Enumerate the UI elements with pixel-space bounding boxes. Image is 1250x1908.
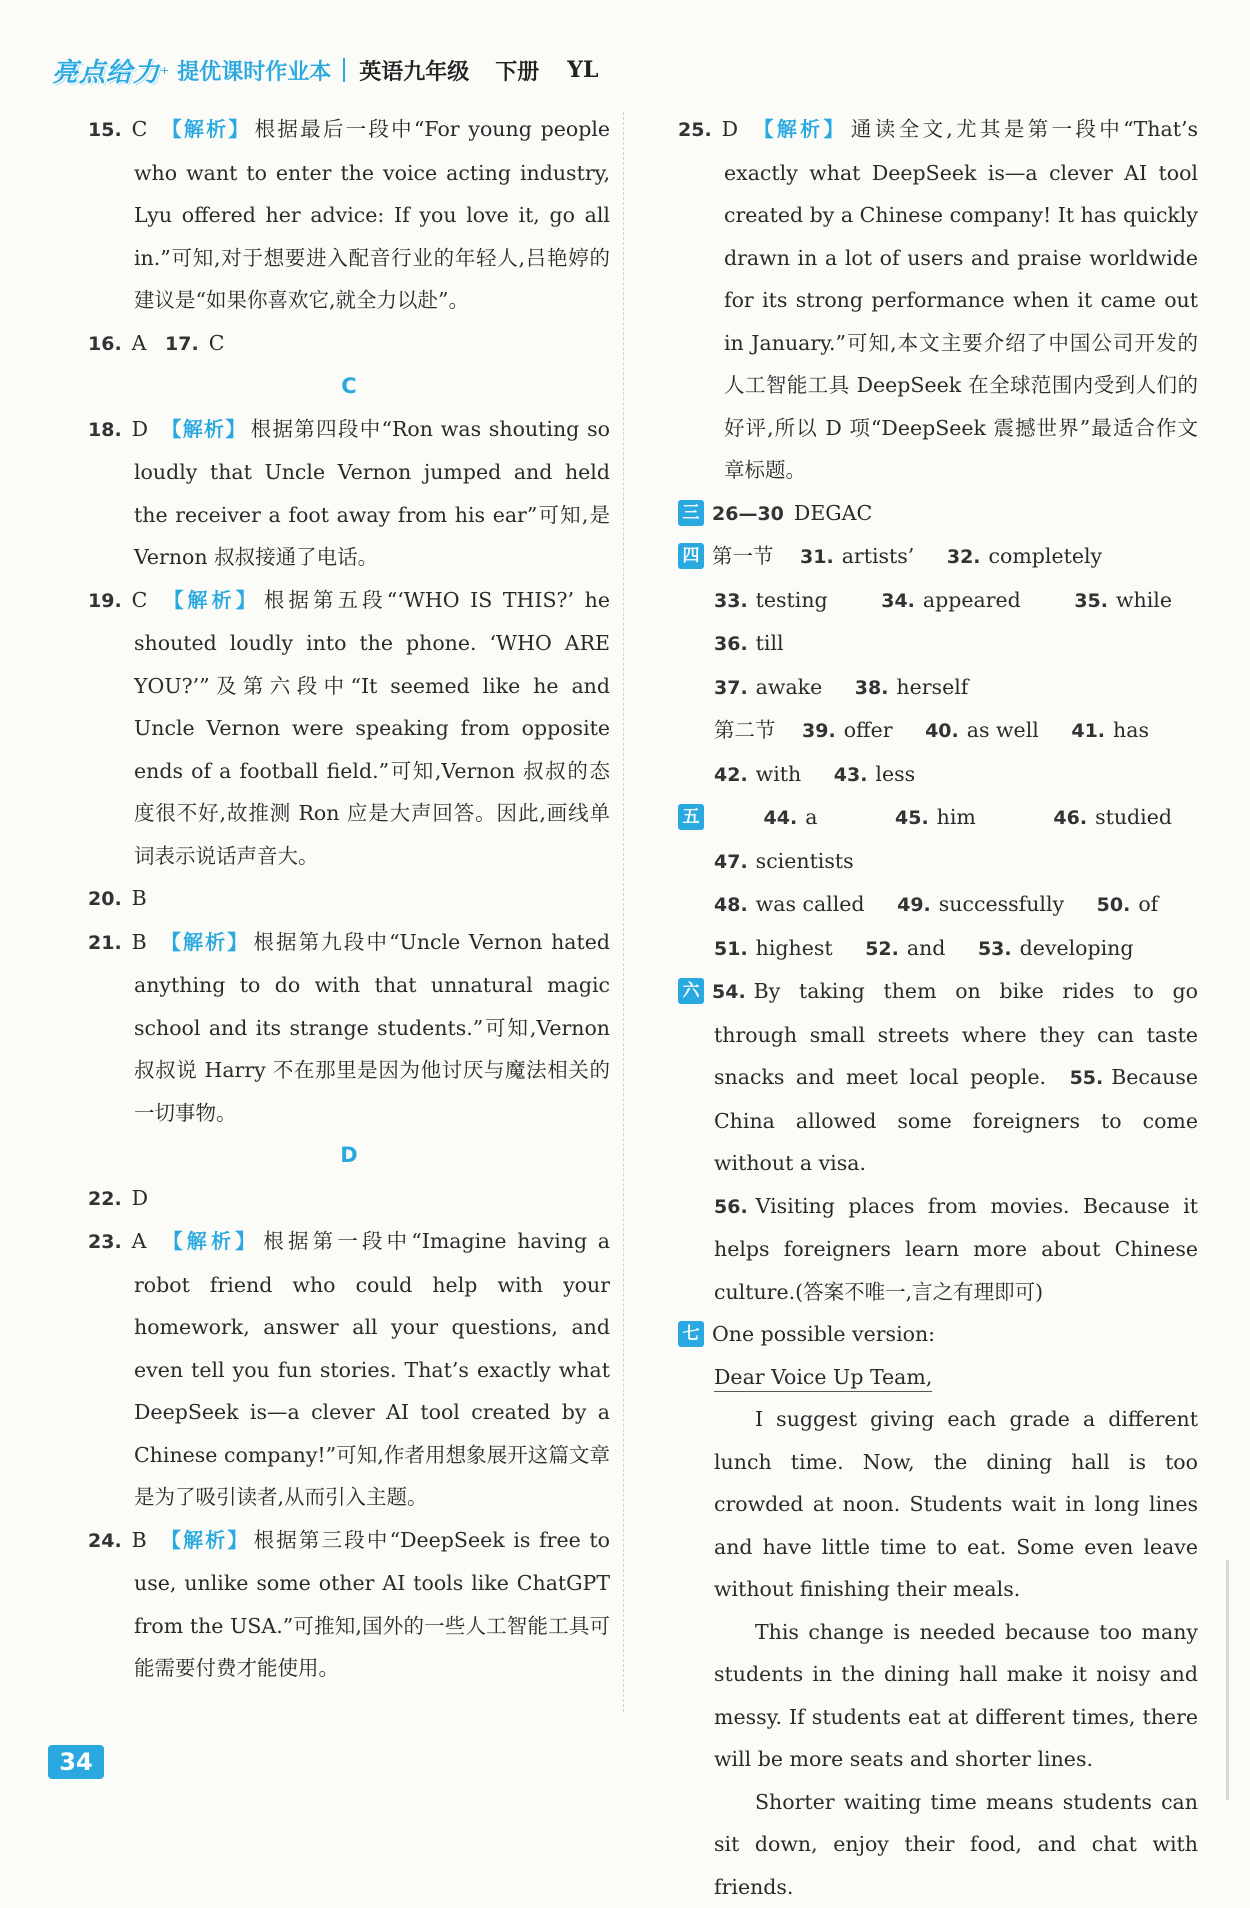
question-number: 17. (165, 333, 199, 355)
answer-53 (978, 936, 1134, 960)
question-number: 22. (88, 1188, 122, 1210)
column-divider (623, 112, 624, 1712)
answer-39 (802, 718, 893, 742)
question-number: 53. (978, 938, 1012, 960)
question-number: 31. (800, 546, 834, 568)
answer-15 (88, 108, 610, 322)
answer-40 (925, 718, 1039, 742)
part-label: 第一节 (712, 544, 774, 568)
answer-letter: C (132, 588, 148, 612)
answer-37 (714, 675, 822, 699)
question-number: 42. (714, 764, 748, 786)
answer-word: scientists (756, 849, 854, 873)
section-7 (678, 1313, 1198, 1908)
question-number: 34. (881, 590, 915, 612)
answer-word: has (1113, 718, 1149, 742)
answer-word: with (756, 762, 802, 786)
letter-paragraph: Shorter waiting time means students can sit down, enjoy their food, and chat with friends. (714, 1781, 1198, 1908)
question-number: 36. (714, 633, 748, 655)
analysis-tag: 【解析】 (750, 117, 847, 141)
answer-22 (88, 1177, 610, 1221)
answer-49 (897, 892, 1064, 916)
answer-51 (714, 936, 833, 960)
analysis-text: 根据第三段中“DeepSeek is free to use, unlike some other AI tools like ChatGPT from the USA.”可推知,国外的一些人工智能工具可能需要付费才能使用。 (134, 1528, 610, 1681)
section-heading-c: C (88, 365, 610, 408)
brand-logo: 亮点给力 (52, 52, 160, 89)
answer-word: highest (756, 936, 833, 960)
question-number: 19. (88, 590, 122, 612)
question-number: 45. (895, 807, 929, 829)
answer-letter: B (132, 1528, 147, 1552)
answer-47 (714, 849, 854, 873)
question-number: 20. (88, 888, 122, 910)
section-6 (678, 970, 1198, 1185)
analysis-text: 通读全文,尤其是第一段中“That’s exactly what DeepSeek is—a clever AI tool created by a Chinese company! It has quickly drawn in a lot of users and praise worldwide for its strong performance when it came out in January.”可知,本文主要介绍了中国公司开发的人工智能工具 DeepSeek 在全球范围内受到人们的好评,所以 D 项“DeepSeek 震撼世界”最适合作文章标题。 (724, 117, 1198, 482)
answer-word: while (1116, 588, 1172, 612)
answer-word: less (875, 762, 915, 786)
volume-label: 下册 (495, 55, 539, 86)
answer-24 (88, 1519, 610, 1690)
letter-salutation: Dear Voice Up Team, (714, 1365, 932, 1392)
answer-word: appeared (923, 588, 1021, 612)
answer-letters: DEGAC (794, 501, 872, 525)
brand-logo-mark: + (160, 64, 169, 77)
question-number: 39. (802, 720, 836, 742)
analysis-text: 根据第五段“‘WHO IS THIS?’ he shouted loudly into the phone. ‘WHO ARE YOU?’”及第六段中“It seemed like he and Uncle Vernon were speaking from opposite ends of a football field.”可知,Vernon 叔叔的态度很不好,故推测 Ron 应是大声回答。因此,画线单词表示说话声音大。 (134, 588, 610, 868)
answer-56 (678, 1185, 1198, 1314)
question-range: 26—30 (712, 503, 784, 525)
section-4 (678, 535, 1198, 796)
analysis-tag: 【解析】 (159, 930, 250, 954)
answer-letter: D (132, 1186, 148, 1210)
answer-50 (1097, 892, 1159, 916)
answer-34 (881, 588, 1021, 612)
series-title: 提优课时作业本 (177, 55, 331, 86)
section-heading-d: D (88, 1134, 610, 1177)
analysis-tag: 【解析】 (158, 1229, 259, 1253)
answer-32 (947, 544, 1102, 568)
answer-letter: C (132, 117, 148, 141)
analysis-text: 根据第九段中“Uncle Vernon hated anything to do with that unnatural magic school and its strange students.”可知,Vernon 叔叔说 Harry 不在那里是因为他讨厌与魔法相关的一切事物。 (134, 930, 610, 1125)
answer-43 (834, 762, 915, 786)
question-number: 25. (678, 119, 712, 141)
analysis-text: 根据最后一段中“For young people who want to enter the voice acting industry, Lyu offered her advice: If you love it, go all in.”可知,对于想要进入配音行业的年轻人,吕艳婷的建议是“如果你喜欢它,就全力以赴”。 (134, 117, 610, 312)
section-badge: 七 (678, 1321, 704, 1347)
section-badge: 五 (678, 804, 704, 830)
answer-letter: B (132, 930, 147, 954)
answer-23 (88, 1220, 610, 1519)
answer-45 (895, 805, 976, 829)
left-column (88, 108, 610, 1690)
letter-paragraph: This change is needed because too many students in the dining hall make it noisy and messy. If students eat at different times, there will be more seats and shorter lines. (714, 1611, 1198, 1781)
page-header (52, 50, 598, 90)
section-3 (678, 492, 1198, 536)
question-number: 51. (714, 938, 748, 960)
answer-38 (855, 675, 969, 699)
question-number: 38. (855, 677, 889, 699)
page-number: 34 (48, 1745, 104, 1779)
analysis-tag: 【解析】 (159, 117, 250, 141)
question-number: 54. (712, 981, 746, 1003)
answer-18 (88, 408, 610, 579)
letter-paragraph: I suggest giving each grade a different lunch time. Now, the dining hall is too crowded at noon. Students wait in long lines and have little time to eat. Some even leave without finishing their meals. (714, 1398, 1198, 1611)
question-number: 46. (1053, 807, 1087, 829)
answer-52 (865, 936, 945, 960)
answer-word: awake (756, 675, 823, 699)
answer-25 (678, 108, 1198, 492)
answer-word: him (937, 805, 976, 829)
part-label: 第二节 (714, 718, 776, 742)
question-number: 41. (1071, 720, 1105, 742)
question-number: 23. (88, 1231, 122, 1253)
answer-sentence: Because China allowed some foreigners to come without a visa. (714, 1065, 1198, 1175)
answer-36 (714, 631, 784, 655)
answer-word: herself (896, 675, 968, 699)
question-number: 37. (714, 677, 748, 699)
answer-48 (714, 892, 865, 916)
question-number: 18. (88, 419, 122, 441)
answer-letter: D (722, 117, 738, 141)
question-number: 48. (714, 894, 748, 916)
question-number: 52. (865, 938, 899, 960)
section-5 (678, 796, 1198, 970)
analysis-text: 根据第四段中“Ron was shouting so loudly that Uncle Vernon jumped and held the receiver a foot away from his ear”可知,是Vernon 叔叔接通了电话。 (134, 417, 610, 570)
edition-label: YL (567, 57, 598, 83)
answer-word: of (1138, 892, 1158, 916)
question-number: 43. (834, 764, 868, 786)
answer-41 (1071, 718, 1149, 742)
answer-sentence: Visiting places from movies. Because it helps foreigners learn more about Chinese culture.(答案不唯一,言之有理即可) (714, 1194, 1198, 1304)
answer-letter: A (132, 331, 147, 355)
analysis-text: 根据第一段中“Imagine having a robot friend who could help with your homework, answer all your questions, and even tell you fun stories. That’s exactly what DeepSeek is—a clever AI tool created by a Chinese company!”可知,作者用想象展开这篇文章是为了吸引读者,从而引入主题。 (134, 1229, 610, 1509)
section-badge: 三 (678, 500, 704, 526)
answer-35 (1074, 588, 1172, 612)
answer-word: studied (1095, 805, 1172, 829)
page-edge (1226, 1560, 1229, 1800)
answer-word: completely (989, 544, 1103, 568)
question-number: 49. (897, 894, 931, 916)
answer-letter: B (132, 886, 147, 910)
answer-letter: D (132, 417, 148, 441)
analysis-tag: 【解析】 (160, 417, 247, 441)
analysis-tag: 【解析】 (159, 1528, 250, 1552)
section-badge: 四 (678, 543, 704, 569)
question-number: 16. (88, 333, 122, 355)
answer-word: as well (967, 718, 1039, 742)
answer-word: till (756, 631, 784, 655)
answer-31 (800, 544, 914, 568)
answer-20 (88, 877, 610, 921)
answer-33 (714, 588, 828, 612)
question-number: 35. (1074, 590, 1108, 612)
answer-46 (1053, 805, 1172, 829)
header-divider (343, 58, 345, 82)
question-number: 55. (1070, 1067, 1104, 1089)
answer-sentence: By taking them on bike rides to go through small streets where they can taste snacks and meet local people. (714, 979, 1198, 1089)
answer-21 (88, 921, 610, 1135)
answer-letter: C (209, 331, 225, 355)
answer-word: successfully (939, 892, 1064, 916)
question-number: 56. (714, 1196, 748, 1218)
section-badge: 六 (678, 978, 704, 1004)
question-number: 32. (947, 546, 981, 568)
answer-letter: A (132, 1229, 147, 1253)
answer-word: developing (1020, 936, 1134, 960)
analysis-tag: 【解析】 (159, 588, 259, 612)
answer-16-17 (88, 322, 610, 366)
question-number: 33. (714, 590, 748, 612)
question-number: 24. (88, 1530, 122, 1552)
answer-word: offer (844, 718, 893, 742)
answer-word: was called (756, 892, 865, 916)
question-number: 47. (714, 851, 748, 873)
right-column (678, 108, 1198, 1908)
question-number: 40. (925, 720, 959, 742)
answer-word: a (805, 805, 817, 829)
question-number: 50. (1097, 894, 1131, 916)
answer-word: artists’ (842, 544, 915, 568)
answer-19 (88, 579, 610, 878)
question-number: 21. (88, 932, 122, 954)
question-number: 44. (764, 807, 798, 829)
answer-word: testing (756, 588, 828, 612)
answer-42 (714, 762, 801, 786)
question-number: 15. (88, 119, 122, 141)
subject-title: 英语九年级 (359, 55, 469, 86)
sample-intro: One possible version: (712, 1322, 935, 1346)
answer-44 (764, 805, 818, 829)
answer-word: and (907, 936, 946, 960)
